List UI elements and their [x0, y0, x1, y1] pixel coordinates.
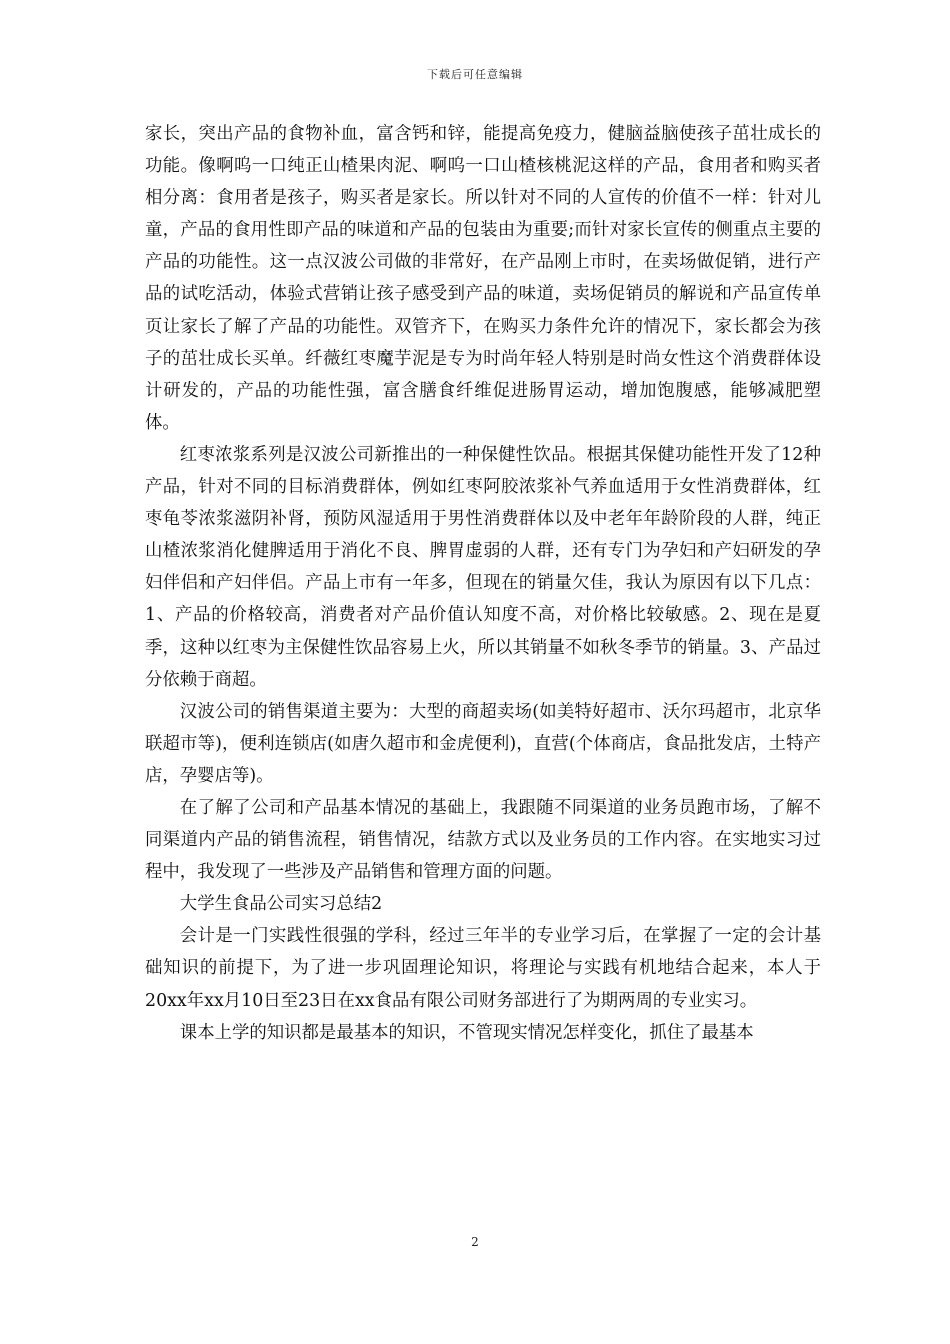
document-body	[145, 118, 821, 1049]
paragraph: 汉波公司的销售渠道主要为：大型的商超卖场(如美特好超市、沃尔玛超市，北京华联超市等)，便利连锁店(如唐久超市和金虎便利)，直营(个体商店，食品批发店，土特产店，孕婴店等)。	[145, 701, 821, 786]
section-title: 大学生食品公司实习总结2	[179, 894, 383, 915]
paragraph: 红枣浓浆系列是汉波公司新推出的一种保健性饮品。根据其保健功能性开发了12种产品，针对不同的目标消费群体，例如红枣阿胶浓浆补气养血适用于女性消费群体，红枣龟苓浓浆滋阴补肾，预防风湿适用于男性消费群体以及中老年年龄阶段的人群，纯正山楂浓浆消化健脾适用于消化不良、脾胃虚弱的人群，还有专门为孕妇和产妇研发的孕妇伴侣和产妇伴侣。产品上市有一年多，但现在的销量欠佳，我认为原因有以下几点：1、产品的价格较高，消费者对产品价值认知度不高，对价格比较敏感。2、现在是夏季，这种以红枣为主保健性饮品容易上火，所以其销量不如秋冬季节的销量。3、产品过分依赖于商超。	[145, 444, 821, 690]
paragraph: 在了解了公司和产品基本情况的基础上，我跟随不同渠道的业务员跑市场，了解不同渠道内产品的销售流程，销售情况，结款方式以及业务员的工作内容。在实地实习过程中，我发现了一些涉及产品销售和管理方面的问题。	[145, 797, 821, 883]
paragraph: 会计是一门实践性很强的学科，经过三年半的专业学习后，在掌握了一定的会计基础知识的前提下，为了进一步巩固理论知识，将理论与实践有机地结合起来，本人于20xx年xx月10日至23日在xx食品有限公司财务部进行了为期两周的专业实习。	[145, 926, 821, 1011]
paragraph-continued: 家长，突出产品的食物补血，富含钙和锌，能提高免疫力，健脑益脑使孩子茁壮成长的功能。像啊呜一口纯正山楂果肉泥、啊呜一口山楂核桃泥这样的产品，食用者和购买者相分离：食用者是孩子，购买者是家长。所以针对不同的人宣传的价值不一样：针对儿童，产品的食用性即产品的味道和产品的包装由为重要;而针对家长宣传的侧重点主要的产品的功能性。这一点汉波公司做的非常好，在产品刚上市时，在卖场做促销，进行产品的试吃活动，体验式营销让孩子感受到产品的味道，卖场促销员的解说和产品宣传单页让家长了解了产品的功能性。双管齐下，在购买力条件允许的情况下，家长都会为孩子的茁壮成长买单。纤薇红枣魔芋泥是专为时尚年轻人特别是时尚女性这个消费群体设计研发的，产品的功能性强，富含膳食纤维促进肠胃运动，增加饱腹感，能够减肥塑体。	[145, 124, 821, 433]
paragraph: 课本上学的知识都是最基本的知识，不管现实情况怎样变化，抓住了最基本	[179, 1022, 754, 1043]
page-header: 下载后可任意编辑	[427, 68, 523, 81]
page-number: 2	[471, 1235, 479, 1249]
